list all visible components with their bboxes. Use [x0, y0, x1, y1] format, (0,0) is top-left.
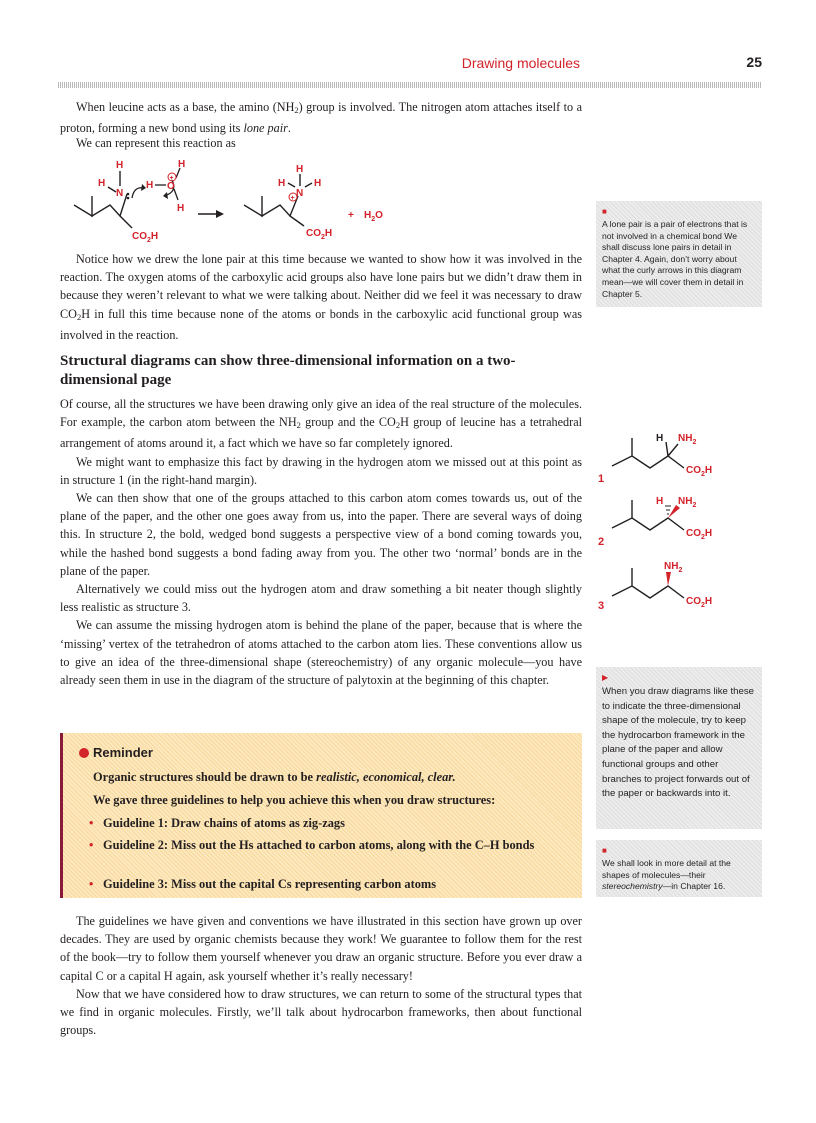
paragraph-tetrahedral: Of course, all the structures we have been drawing only give an idea of the real structure of the molecules. For example, the carbon atom between the $NH_2$ group and the $CO_2H$ group of leucine has a tetrahedral arrangement of atoms around it, a fact which we have so far completely ignored. [60, 397, 582, 451]
margin-note-stereochemistry: ■ We shall look in more detail at the shapes of molecules—their stereochemistry—in Chapter 16. [596, 840, 762, 897]
nh2-label: $NH_2$ [664, 561, 683, 574]
svg-text:+: + [169, 175, 174, 182]
margin-structures [594, 428, 762, 618]
structure-number: 1 [598, 473, 605, 485]
guideline-3: • Guideline 3: Miss out the capital Cs representing carbon atoms [89, 877, 437, 891]
atom-h: H [314, 178, 322, 189]
lone-pair-dot [127, 193, 130, 196]
section-heading: Structural diagrams can show three-dimensional information on a two-dimensional page [60, 353, 516, 388]
paragraph-leucine-base: When leucine acts as a base, the amino $(NH_2)$ group is involved. The nitrogen atom attaches itself to a proton, forming a new bond using its lone pair. [60, 100, 582, 136]
reminder-line-1: Organic structures should be drawn to be realistic, economical, clear. [93, 770, 456, 784]
atom-h: H [178, 159, 186, 170]
paragraph-structure-1: We might want to emphasize this fact by drawing in the hydrogen atom we missed out at this point as in structure 1 (in the right-hand margin). [60, 454, 582, 487]
structure-number: 2 [598, 536, 605, 548]
atom-n: N [116, 188, 124, 199]
nh2-label: $NH_2$ [678, 496, 697, 509]
reminder-title: Reminder [79, 745, 153, 760]
guideline-1: • Guideline 1: Draw chains of atoms as zig-zags [89, 816, 345, 830]
paragraph-structure-3: Alternatively we could miss out the hydrogen atom and draw something a bit neater though slightly less realistic as structure 3. [60, 582, 582, 615]
reaction-scheme [60, 156, 400, 246]
wedge-bond [666, 572, 671, 586]
section-body [60, 395, 582, 689]
running-header-title: Drawing molecules [461, 55, 580, 71]
water-label: $H_2O$ [364, 210, 383, 223]
reminder-line-2: We gave three guidelines to help you achieve this when you draw structures: [93, 793, 496, 807]
co2h-label: $CO_2H$ [686, 528, 713, 541]
reminder-dot-icon [79, 748, 89, 758]
nh2-label: $NH_2$ [678, 433, 697, 446]
atom-h: H [656, 433, 664, 444]
lone-pair-dot [127, 197, 130, 200]
atom-h: H [296, 164, 304, 175]
margin-note-lone-pair: ■ A lone pair is a pair of electrons that is not involved in a chemical bond We shall discuss lone pairs in detail in Chapter 4. Again, don’t worry about what the curly arrows in this diagram mean—we will cover them in detail in Chapter 5. [596, 201, 762, 307]
reminder-box [60, 733, 582, 898]
paragraph-reaction-intro: We can represent this reaction as [76, 136, 236, 150]
page-number: 25 [746, 54, 762, 70]
atom-h: H [116, 160, 124, 171]
margin-note-3d-tip: ▶ When you draw diagrams like these to indicate the three-dimensional shape of the molecule, try to keep the hydrocarbon framework in the plane of the paper and allow functional groups and other branches to project forwards out of the paper or backwards into it. [596, 667, 762, 829]
co2h-label: $CO_2H$ [686, 465, 713, 478]
atom-n: N [296, 188, 304, 199]
co2h-label: $CO_2H$ [686, 596, 713, 609]
svg-text:+: + [290, 195, 295, 202]
plus-sign: + [348, 210, 354, 221]
atom-h: H [177, 203, 185, 214]
paragraph-structure-2: We can then show that one of the groups attached to this carbon atom comes towards us, out of the plane of the paper, and the other one goes away from us, into the paper. There are several ways of doing this. In structure 2, the bold, wedged bond suggests a perspective view of a bond coming towards you, while the hashed bond suggests a bond fading away from you. The other two ‘normal’ bonds are in the plane of the paper. [60, 491, 582, 578]
atom-h: H [98, 178, 106, 189]
co2h-label: $CO_2H$ [306, 228, 333, 241]
paragraph-next-topics: Now that we have considered how to draw structures, we can return to some of the structural types that we find in organic molecules. Firstly, we’ll talk about hydrocarbon frameworks, then about functional groups. [60, 986, 582, 1038]
header-rule [58, 82, 762, 88]
paragraph-lone-pair-notice: Notice how we drew the lone pair at this time because we wanted to show how it was involved in the reaction. The oxygen atoms of the carboxylic acid groups also have lone pairs but we didn’t draw them in because they weren’t relevant to what we were talking about. Neither did we feel it was necessary to draw $CO_2H$ in full this time because none of the atoms or bonds in the carboxylic acid functional group was involved in the reaction. [60, 252, 582, 342]
paragraph-guidelines-history: The guidelines we have given and conventions we have illustrated in this section have grown up over decades. They are used by organic chemists because they work! We guarantee to follow them for the rest of the book—try to follow them yourself whenever you draw an organic structure. Before you ever draw a capital C or a capital H again, ask yourself whether it’s really necessary! [60, 914, 582, 983]
atom-o: O [167, 181, 175, 192]
structure-number: 3 [598, 600, 605, 612]
guideline-2: • Guideline 2: Miss out the Hs attached to carbon atoms, along with the C–H bonds [89, 838, 535, 852]
atom-h: H [146, 180, 154, 191]
paragraph-conventions: We can assume the missing hydrogen atom is behind the plane of the paper, because that is where the ‘missing’ vertex of the tetrahedron of atoms attached to the carbon atom lies. These conventions allow us to give an idea of the three-dimensional shape (stereochemistry) of any organic molecule—you have already seen them in use in the diagram of the structure of palytoxin at the beginning of this chapter. [60, 618, 582, 688]
closing-section [60, 912, 582, 1039]
co2h-label: $CO_2H$ [132, 231, 159, 244]
atom-h: H [656, 496, 664, 507]
atom-h: H [278, 178, 286, 189]
